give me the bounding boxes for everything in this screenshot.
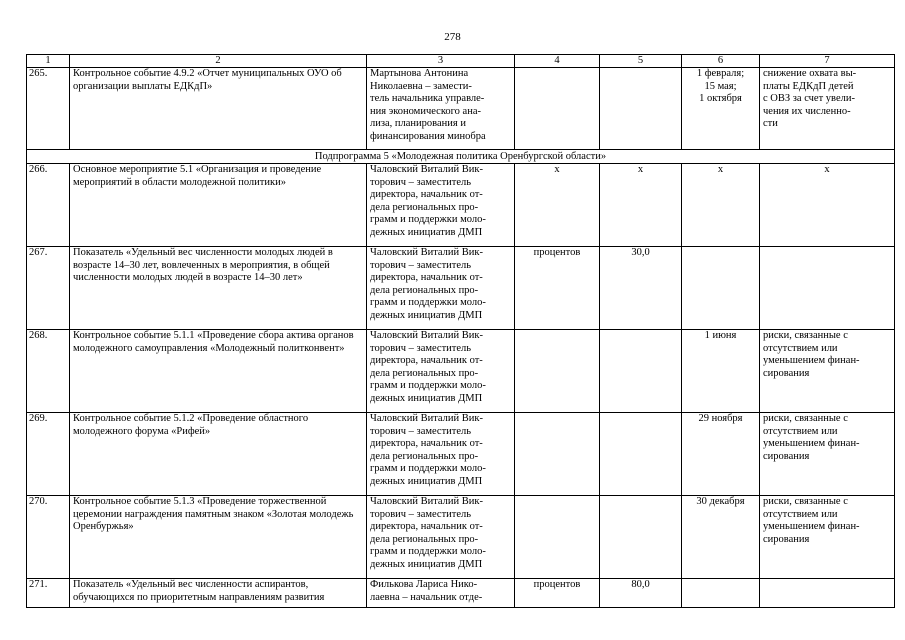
row-note — [760, 579, 895, 608]
row-name: Показатель «Удельный вес численности аспирантов, обучающихся по приоритетным направлениям развития — [70, 579, 367, 608]
table-row — [27, 330, 895, 413]
header-row — [27, 55, 895, 68]
table-row — [27, 247, 895, 330]
table-row — [27, 68, 895, 150]
column-header: 2 — [70, 55, 367, 68]
table-row — [27, 496, 895, 579]
row-number: 267. — [27, 247, 70, 330]
row-name: Контрольное событие 5.1.3 «Проведение торжественной церемонии награждения памятным знаком «Золотая молодежь Оренбуржья» — [70, 496, 367, 579]
subprogram-row — [27, 150, 895, 164]
row-name: Основное мероприятие 5.1 «Организация и проведение мероприятий в области молодежной политики» — [70, 164, 367, 247]
row-number: 271. — [27, 579, 70, 608]
row-unit: процентов — [515, 247, 600, 330]
row-note — [760, 247, 895, 330]
row-name: Показатель «Удельный вес численности молодых людей в возрасте 14–30 лет, вовлеченных в мероприятия, в общей численности молодых людей в возрасте 14–30 лет» — [70, 247, 367, 330]
table-row — [27, 164, 895, 247]
row-unit: процентов — [515, 579, 600, 608]
plan-table — [26, 54, 895, 608]
row-date — [682, 247, 760, 330]
table-row — [27, 579, 895, 608]
row-responsible: Чаловский Виталий Вик- торович – заместитель директора, начальник от- дела региональных про- грамм и поддержки моло- дежных инициатив ДМП — [367, 247, 515, 330]
row-note: риски, связанные с отсутствием или уменьшением финан- сирования — [760, 330, 895, 413]
column-header: 1 — [27, 55, 70, 68]
row-note: снижение охвата вы- платы ЕДКдП детей с ОВЗ за счет увели- чения их численно- сти — [760, 68, 895, 150]
row-name: Контрольное событие 4.9.2 «Отчет муниципальных ОУО об организации выплаты ЕДКдП» — [70, 68, 367, 150]
row-date: 30 декабря — [682, 496, 760, 579]
row-number: 269. — [27, 413, 70, 496]
column-header: 4 — [515, 55, 600, 68]
column-header: 5 — [600, 55, 682, 68]
row-note: х — [760, 164, 895, 247]
row-responsible: Чаловский Виталий Вик- торович – заместитель директора, начальник от- дела региональных про- грамм и поддержки моло- дежных инициатив ДМП — [367, 164, 515, 247]
row-value: х — [600, 164, 682, 247]
row-date: 1 июня — [682, 330, 760, 413]
column-header: 7 — [760, 55, 895, 68]
row-number: 270. — [27, 496, 70, 579]
row-value: 80,0 — [600, 579, 682, 608]
row-date: 29 ноября — [682, 413, 760, 496]
row-note: риски, связанные с отсутствием или уменьшением финан- сирования — [760, 413, 895, 496]
row-unit — [515, 496, 600, 579]
row-unit — [515, 330, 600, 413]
row-value — [600, 413, 682, 496]
row-date: х — [682, 164, 760, 247]
column-header: 6 — [682, 55, 760, 68]
row-date — [682, 579, 760, 608]
row-unit: х — [515, 164, 600, 247]
table-row — [27, 413, 895, 496]
row-responsible: Мартынова Антонина Николаевна – замести- тель начальника управле- ния экономического ана- лиза, планирования и финансирования минобра — [367, 68, 515, 150]
row-responsible: Чаловский Виталий Вик- торович – заместитель директора, начальник от- дела региональных про- грамм и поддержки моло- дежных инициатив ДМП — [367, 413, 515, 496]
row-value — [600, 330, 682, 413]
page-number: 278 — [444, 31, 461, 43]
row-value: 30,0 — [600, 247, 682, 330]
row-date: 1 февраля; 15 мая; 1 октября — [682, 68, 760, 150]
row-unit — [515, 413, 600, 496]
row-value — [600, 496, 682, 579]
row-number: 268. — [27, 330, 70, 413]
row-name: Контрольное событие 5.1.2 «Проведение областного молодежного форума «Рифей» — [70, 413, 367, 496]
row-number: 265. — [27, 68, 70, 150]
row-responsible: Чаловский Виталий Вик- торович – заместитель директора, начальник от- дела региональных про- грамм и поддержки моло- дежных инициатив ДМП — [367, 496, 515, 579]
row-note: риски, связанные с отсутствием или уменьшением финан- сирования — [760, 496, 895, 579]
row-name: Контрольное событие 5.1.1 «Проведение сбора актива органов молодежного самоуправления «Молодежный политконвент» — [70, 330, 367, 413]
row-number: 266. — [27, 164, 70, 247]
row-responsible: Филькова Лариса Нико- лаевна – начальник отде- — [367, 579, 515, 608]
subprogram-title: Подпрограмма 5 «Молодежная политика Оренбургской области» — [27, 150, 895, 164]
column-header: 3 — [367, 55, 515, 68]
row-value — [600, 68, 682, 150]
row-responsible: Чаловский Виталий Вик- торович – заместитель директора, начальник от- дела региональных про- грамм и поддержки моло- дежных инициатив ДМП — [367, 330, 515, 413]
row-unit — [515, 68, 600, 150]
